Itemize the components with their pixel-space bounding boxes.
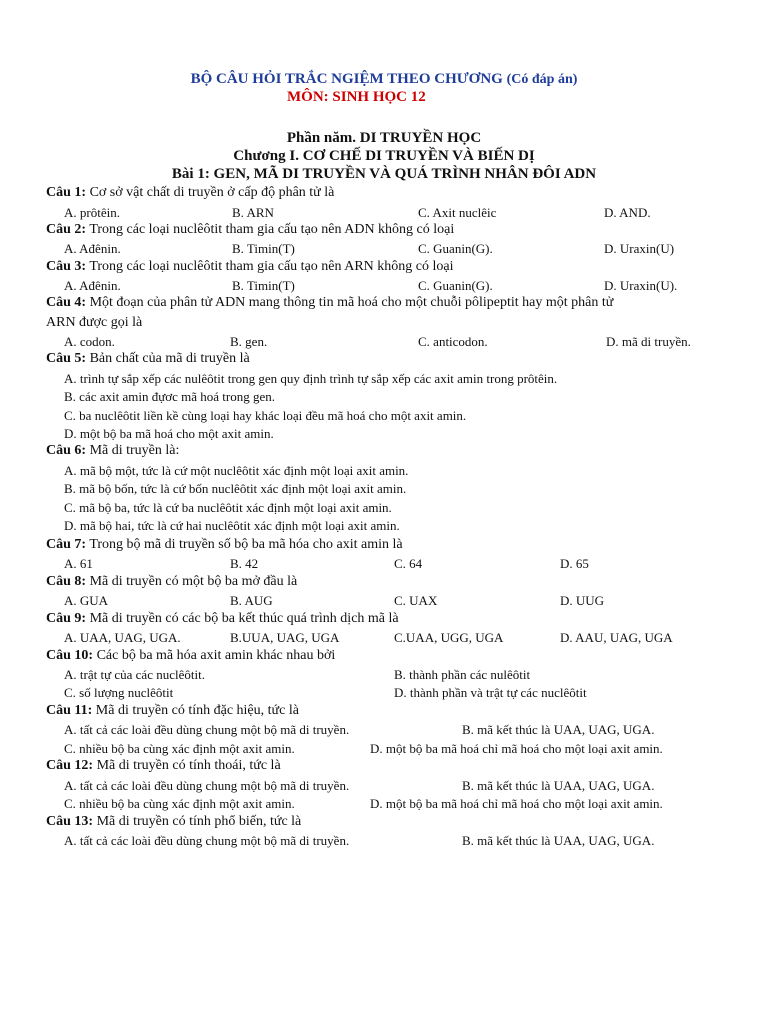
question-label: Câu 12: — [46, 758, 94, 773]
option-a: A. Ađênin. — [64, 241, 121, 256]
option-d: D. 65 — [560, 556, 589, 571]
option-b: B. mã kết thúc là UAA, UAG, UGA. — [462, 833, 655, 848]
option-c: C. nhiều bộ ba cùng xác định một axit amin. — [64, 741, 295, 756]
option-b: B. thành phần các nulêôtit — [394, 667, 531, 682]
question-10 — [46, 648, 335, 664]
question-4-continued: ARN được gọi là — [46, 315, 143, 330]
option-a: A. 61 — [64, 556, 93, 571]
question-text: Mã di truyền có tính đặc hiệu, tức là — [95, 703, 299, 718]
option-a: A. tất cả các loài đều dùng chung một bộ mã di truyền. — [64, 833, 350, 848]
question-6 — [46, 443, 179, 459]
option-b: B.UUA, UAG, UGA — [230, 630, 340, 645]
option-a: A. codon. — [64, 334, 115, 349]
option-d: D. thành phần và trật tự các nuclêôtit — [394, 685, 587, 700]
question-text: Cơ sở vật chất di truyền ở cấp độ phân tử là — [89, 185, 335, 200]
question-text: Mã di truyền có các bộ ba kết thúc quá trình dịch mã là — [89, 611, 399, 626]
option-b: B. mã kết thúc là UAA, UAG, UGA. — [462, 722, 655, 737]
question-text: Trong các loại nuclêôtit tham gia cấu tạo nên ADN không có loại — [89, 222, 455, 237]
option-c: C. anticodon. — [418, 334, 488, 349]
option-c: C. UAX — [394, 593, 438, 608]
option-a: A. trật tự của các nuclêôtit. — [64, 667, 205, 682]
option-a: A. tất cả các loài đều dùng chung một bộ mã di truyền. — [64, 722, 350, 737]
question-label: Câu 11: — [46, 703, 93, 718]
question-12 — [46, 758, 281, 774]
option-d: D. một bộ ba mã hoá chỉ mã hoá cho một loại axit amin. — [370, 796, 663, 811]
question-label: Câu 5: — [46, 351, 87, 366]
lesson-heading: Bài 1: GEN, MÃ DI TRUYỀN VÀ QUÁ TRÌNH NHÂN ĐÔI ADN — [171, 166, 597, 182]
question-9 — [46, 611, 399, 627]
option-d: D. mã bộ hai, tức là cứ hai nuclêôtit xác định một loại axit amin. — [64, 518, 400, 533]
option-d: D. mã di truyền. — [606, 334, 691, 349]
option-a: A. UAA, UAG, UGA. — [64, 630, 181, 645]
option-b: B. Timin(T) — [232, 278, 295, 293]
option-b: B. mã kết thúc là UAA, UAG, UGA. — [462, 778, 655, 793]
question-text: Mã di truyền có tính phổ biến, tức là — [96, 814, 302, 829]
question-label: Câu 9: — [46, 611, 87, 626]
question-label: Câu 6: — [46, 443, 87, 458]
part-heading: Phần năm. DI TRUYỀN HỌC — [286, 130, 482, 146]
title-note: (Có đáp án) — [506, 72, 578, 87]
question-text: Mã di truyền là: — [89, 443, 180, 458]
document-title — [0, 71, 768, 88]
option-c: C. mã bộ ba, tức là cứ ba nuclêôtit xác định một loại axit amin. — [64, 500, 392, 515]
question-5 — [46, 351, 250, 367]
subject-title: MÔN: SINH HỌC 12 — [287, 89, 426, 105]
option-a: A. tất cả các loài đều dùng chung một bộ mã di truyền. — [64, 778, 350, 793]
title-text: BỘ CÂU HỎI TRẮC NGIỆM THEO CHƯƠNG — [190, 71, 503, 87]
option-d: D. một bộ ba mã hoá cho một axit amin. — [64, 426, 274, 441]
option-a: A. mã bộ một, tức là cứ một nuclêôtit xác định một loại axit amin. — [64, 463, 409, 478]
question-label: Câu 8: — [46, 574, 87, 589]
question-label: Câu 10: — [46, 648, 94, 663]
option-d: D. Uraxin(U). — [604, 278, 678, 293]
option-c: C. Guanin(G). — [418, 241, 493, 256]
option-a: A. prôtêin. — [64, 205, 120, 220]
option-c: C. số lượng nuclêôtit — [64, 685, 174, 700]
question-label: Câu 2: — [46, 222, 87, 237]
option-d: D. AAU, UAG, UGA — [560, 630, 673, 645]
question-text: Một đoạn của phân tử ADN mang thông tin mã hoá cho một chuỗi pôlipeptit hay một phân tử — [89, 295, 614, 310]
question-text: Các bộ ba mã hóa axit amin khác nhau bởi — [96, 648, 336, 663]
option-b: B. các axit amin đựơc mã hoá trong gen. — [64, 389, 276, 404]
question-label: Câu 1: — [46, 185, 87, 200]
option-c: C. nhiều bộ ba cùng xác định một axit amin. — [64, 796, 295, 811]
option-c: C. Guanin(G). — [418, 278, 493, 293]
question-text: Bản chất của mã di truyền là — [89, 351, 250, 366]
question-1 — [46, 185, 334, 201]
option-b: B. ARN — [232, 205, 274, 220]
option-c: C. Axit nuclêic — [418, 205, 497, 220]
option-d: D. một bộ ba mã hoá chỉ mã hoá cho một loại axit amin. — [370, 741, 663, 756]
question-text: Mã di truyền có tính thoái, tức là — [96, 758, 281, 773]
option-a: A. trình tự sắp xếp các nulêôtit trong gen quy định trình tự sắp xếp các axit amin trong prôtêin. — [64, 371, 558, 386]
question-label: Câu 3: — [46, 259, 87, 274]
question-7 — [46, 537, 403, 553]
option-b: B. AUG — [230, 593, 273, 608]
question-13 — [46, 814, 301, 830]
question-label: Câu 7: — [46, 537, 87, 552]
option-b: B. mã bộ bốn, tức là cứ bốn nuclêôtit xác định một loại axit amin. — [64, 481, 407, 496]
question-text: Trong các loại nuclêôtit tham gia cấu tạo nên ARN không có loại — [89, 259, 454, 274]
option-b: B. gen. — [230, 334, 268, 349]
question-2 — [46, 222, 454, 238]
question-label: Câu 13: — [46, 814, 94, 829]
option-b: B. Timin(T) — [232, 241, 295, 256]
question-4 — [46, 295, 613, 311]
option-d: D. AND. — [604, 205, 651, 220]
option-a: A. GUA — [64, 593, 109, 608]
option-c: C.UAA, UGG, UGA — [394, 630, 504, 645]
question-8 — [46, 574, 297, 590]
chapter-heading: Chương I. CƠ CHẾ DI TRUYỀN VÀ BIẾN DỊ — [233, 148, 535, 164]
option-c: C. ba nuclêôtit liền kề cùng loại hay khác loại đều mã hoá cho một axit amin. — [64, 408, 467, 423]
question-text: Mã di truyền có một bộ ba mở đầu là — [89, 574, 298, 589]
question-11 — [46, 703, 299, 719]
question-text: Trong bộ mã di truyền số bộ ba mã hóa cho axit amin là — [89, 537, 403, 552]
option-b: B. 42 — [230, 556, 259, 571]
option-a: A. Ađênin. — [64, 278, 121, 293]
option-c: C. 64 — [394, 556, 423, 571]
question-3 — [46, 259, 454, 275]
option-d: D. Uraxin(U) — [604, 241, 675, 256]
option-d: D. UUG — [560, 593, 605, 608]
question-label: Câu 4: — [46, 295, 87, 310]
